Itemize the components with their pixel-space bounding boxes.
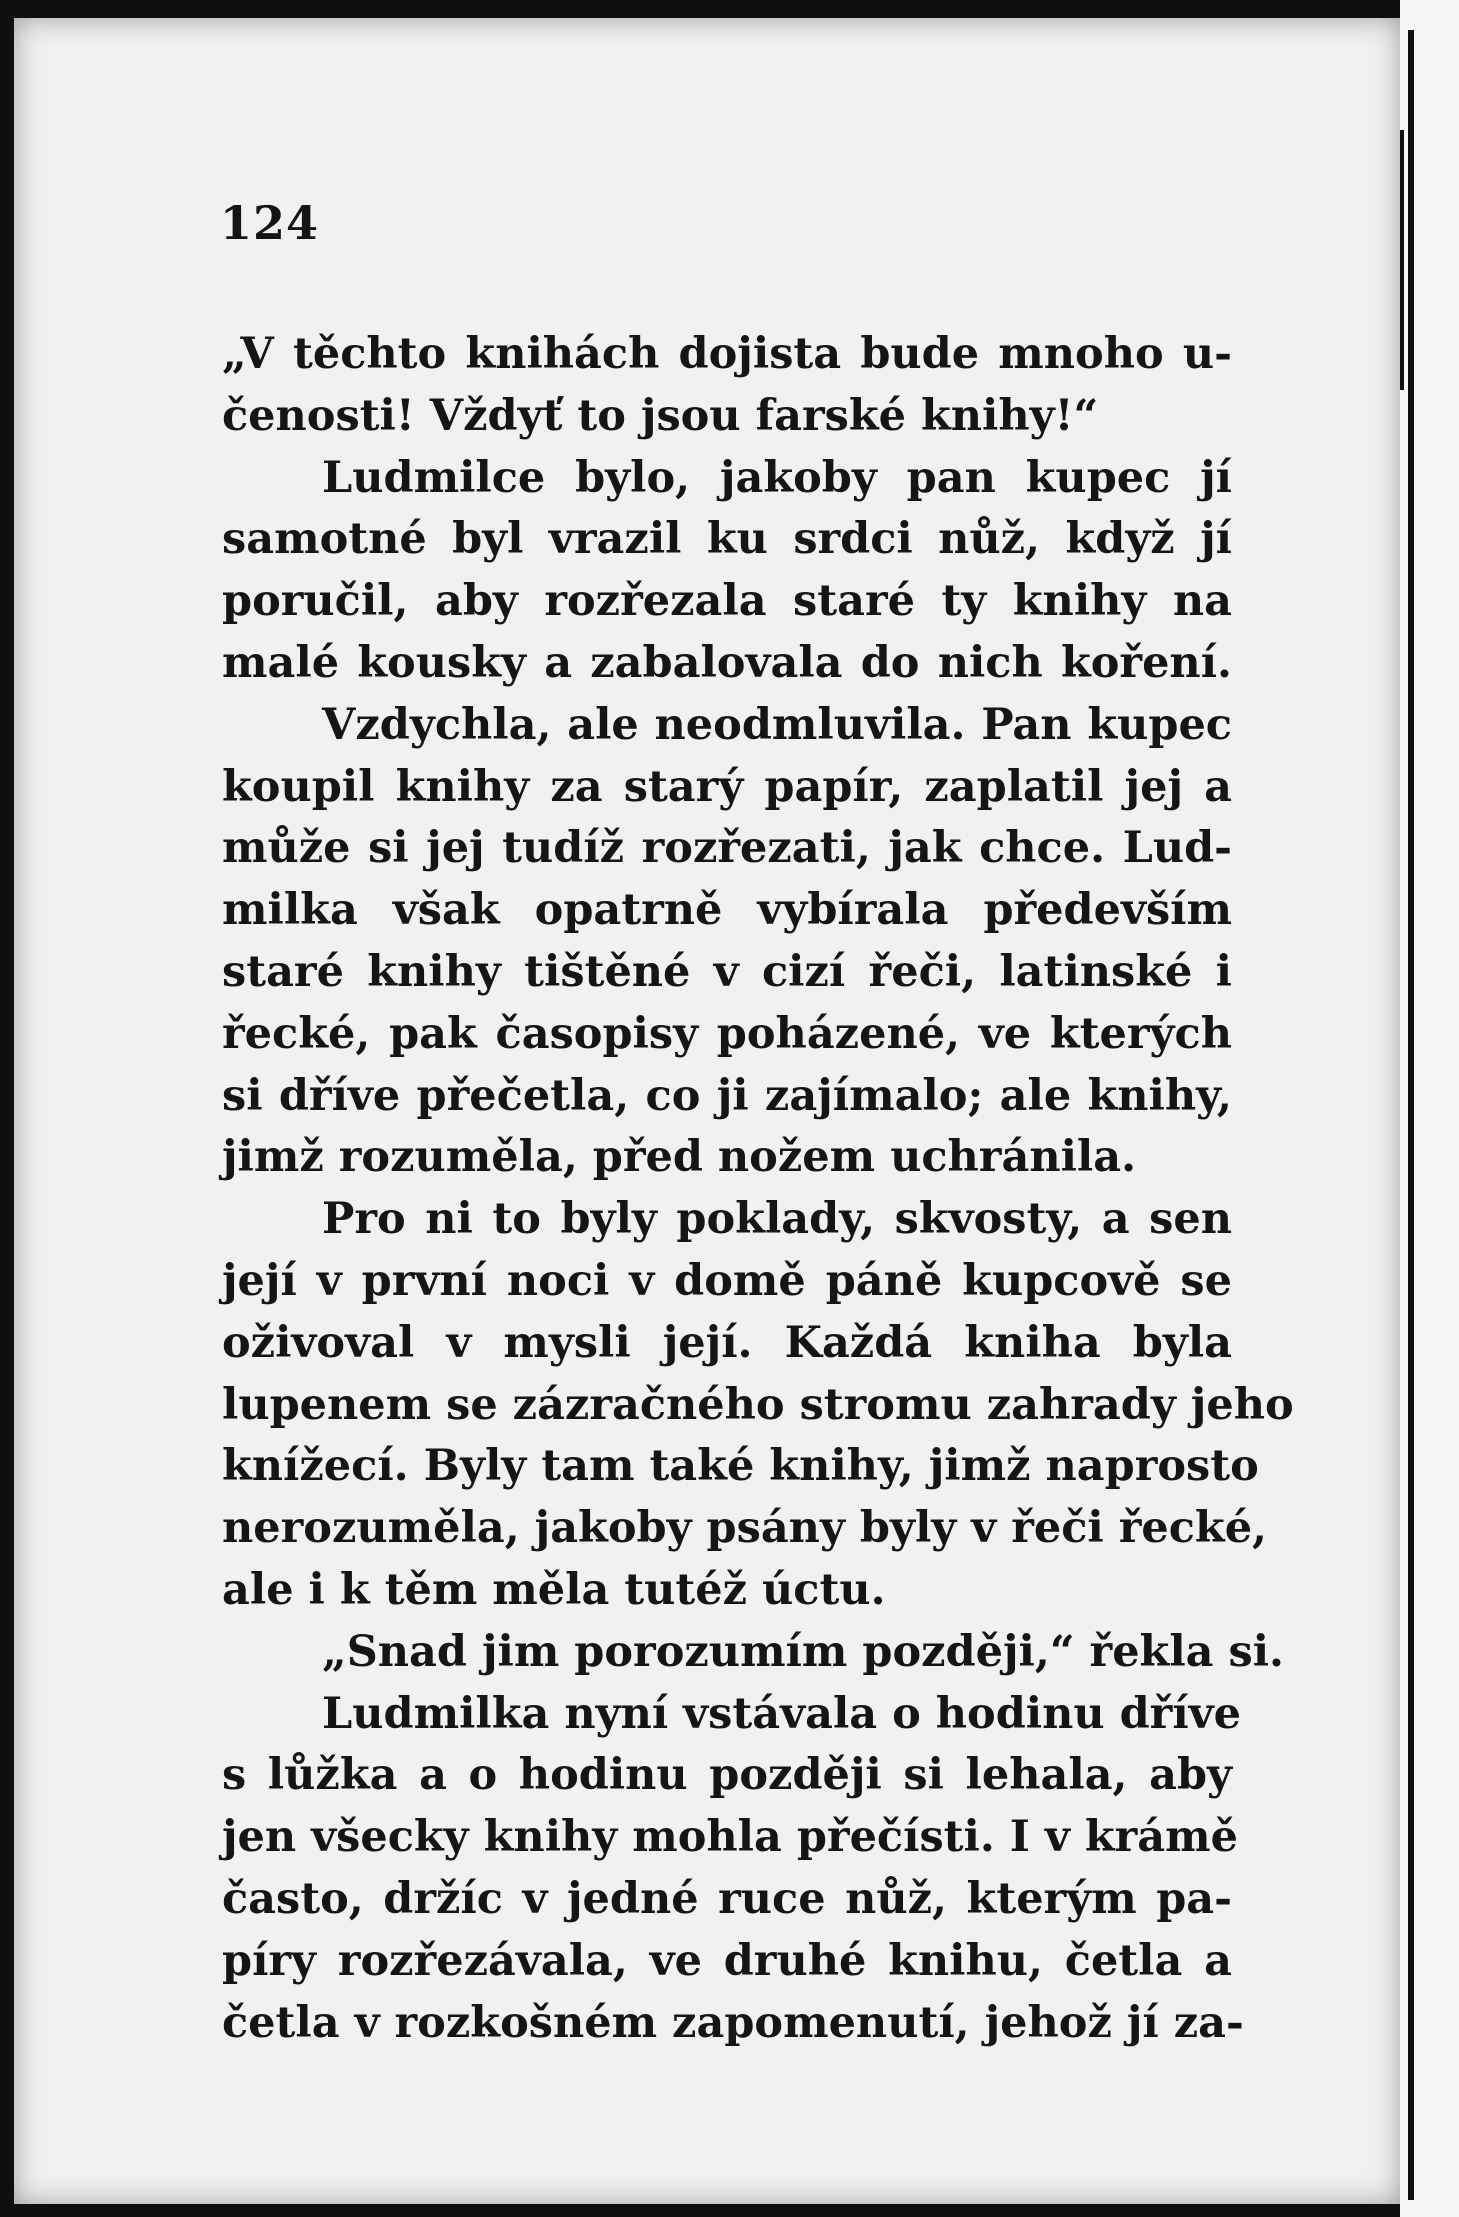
book-page: [14, 18, 1400, 2204]
text-line: koupil knihy za starý papír, zaplatil jej a: [222, 761, 1232, 812]
text-line: četla v rozkošném zapomenutí, jehož jí za-: [222, 1997, 1244, 2048]
text-line: oživoval v mysli její. Každá kniha byla: [222, 1317, 1232, 1368]
text-line: řecké, pak časopisy poházené, ve kterých: [222, 1008, 1232, 1059]
text-line: Ludmilce bylo, jakoby pan kupec jí: [322, 452, 1232, 503]
text-line: nerozuměla, jakoby psány byly v řeči řecké,: [222, 1503, 1268, 1554]
body-text: [222, 324, 1294, 2054]
text-line: Pro ni to byly poklady, skvosty, a sen: [322, 1194, 1232, 1245]
text-line: poručil, aby rozřezala staré ty knihy na: [222, 576, 1232, 627]
text-line: si dříve přečetla, co ji zajímalo; ale knihy,: [222, 1070, 1232, 1121]
page-edge: [1400, 0, 1459, 2217]
text-line: „Snad jim porozumím později,“ řekla si.: [322, 1626, 1285, 1677]
text-line: Vzdychla, ale neodmluvila. Pan kupec: [322, 699, 1232, 750]
page-number: 124: [220, 196, 320, 250]
text-line: často, držíc v jedné ruce nůž, kterým pa-: [222, 1873, 1232, 1924]
text-line: čenosti! Vždyť to jsou farské knihy!“: [222, 390, 1099, 441]
text-line: lupenem se zázračného stromu zahrady jeho: [222, 1379, 1294, 1430]
text-line: milka však opatrně vybírala především: [222, 885, 1232, 936]
text-line: s lůžka a o hodinu později si lehala, aby: [222, 1750, 1232, 1801]
edge-mark: [1400, 130, 1418, 390]
text-line: malé kousky a zabalovala do nich koření.: [222, 637, 1232, 688]
text-line: jimž rozuměla, před nožem uchránila.: [222, 1132, 1137, 1183]
text-line: Ludmilka nyní vstávala o hodinu dříve: [322, 1688, 1241, 1739]
text-line: její v první noci v domě páně kupcově se: [222, 1255, 1232, 1306]
text-line: samotné byl vrazil ku srdci nůž, když jí: [222, 514, 1232, 565]
text-line: staré knihy tištěné v cizí řeči, latinské i: [222, 946, 1232, 997]
text-line: může si jej tudíž rozřezati, jak chce. Lud-: [222, 823, 1232, 874]
text-line: jen všecky knihy mohla přečísti. I v krámě: [222, 1812, 1239, 1863]
text-line: „V těchto knihách dojista bude mnoho u-: [222, 329, 1232, 379]
text-line: knížecí. Byly tam také knihy, jimž naprosto: [222, 1441, 1259, 1492]
text-line: píry rozřezávala, ve druhé knihu, četla a: [222, 1935, 1232, 1986]
text-line: ale i k těm měla tutéž úctu.: [222, 1564, 886, 1615]
